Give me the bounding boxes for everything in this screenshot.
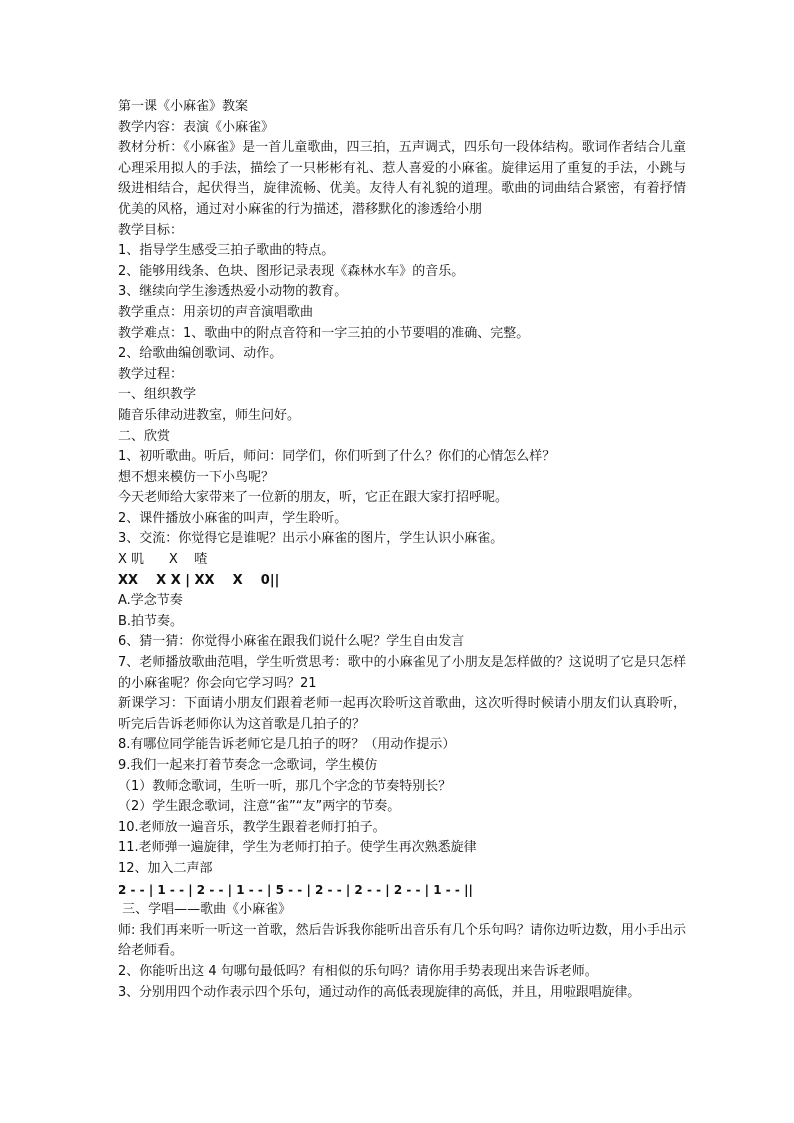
teaching-content: 教学内容：表演《小麻雀》 — [118, 119, 275, 135]
paragraph-line: 7、老师播放歌曲范唱，学生听赏思考：歌中的小麻雀见了小朋友是怎样做的？这说明了它是只怎样的小麻雀呢？你会向它学习吗？21 — [118, 655, 686, 691]
melody-notation-line: 2 - - | 1 - - | 2 - - | 1 - - | 5 - - | 2 - - | 2 - - | 2 - - | 1 - - || — [118, 882, 473, 897]
paragraph-line: 8.有哪位同学能告诉老师它是几拍子的呀？（用动作提示） — [118, 737, 456, 753]
paragraph-line: 新课学习：下面请小朋友们跟着老师一起再次聆听这首歌曲，这次听得时候请小朋友们认真聆听，听完后告诉老师你认为这首歌是几拍子的？ — [118, 696, 686, 732]
paragraph-line: 3、交流：你觉得它是谁呢？出示小麻雀的图片，学生认识小麻雀。 — [118, 531, 504, 547]
paragraph-line: B.拍节奏。 — [118, 613, 184, 629]
step-heading-appreciate: 二、欣赏 — [118, 428, 171, 444]
paragraph-line: 今天老师给大家带来了一位新的朋友，听，它正在跟大家打招呼呢。 — [118, 490, 509, 506]
rhythm-notation-line: XX X X | XX X 0|| — [118, 572, 280, 588]
paragraph-line: 3、分别用四个动作表示四个乐句，通过动作的高低表现旋律的高低，并且，用啦跟唱旋律。 — [118, 984, 641, 1000]
paragraph-line: （1）教师念歌词，生听一听，那几个字念的节奏特别长？ — [118, 778, 452, 794]
material-analysis-paragraph: 教材分析：《小麻雀》是一首儿童歌曲，四三拍，五声调式，四乐句一段体结构。歌词作者结合儿童心理采用拟人的手法，描绘了一只彬彬有礼、惹人喜爱的小麻雀。旋律运用了重复的手法，小跳与级进相结合，起伏得当，旋律流畅、优美。友待人有礼貌的道理。歌曲的词曲结合紧密，有着抒情优美的风格，通过对小麻雀的行为描述，潜移默化的渗透给小朋 — [118, 140, 686, 217]
paragraph-line: 12、加入二声部 — [118, 860, 213, 876]
paragraph-line: 师: 我们再来听一听这一首歌，然后告诉我你能听出音乐有几个乐句吗？请你边听边数，用小手出示给老师看。 — [118, 922, 686, 959]
goal-item-1: 1、指导学生感受三拍子歌曲的特点。 — [118, 243, 335, 259]
step-heading-learn: 三、学唱——歌曲《小麻雀》 — [118, 902, 292, 918]
paragraph-line: 10.老师放一遍音乐，教学生跟着老师打拍子。 — [118, 819, 386, 835]
paragraph-line: 11.老师弹一遍旋律，学生为老师打拍子。使学生再次熟悉旋律 — [118, 840, 477, 856]
paragraph-line: （2）学生跟念歌词，注意“雀”“友”两字的节奏。 — [118, 799, 401, 815]
rhythm-notation-line: X 叽 X 喳 — [118, 552, 208, 568]
paragraph-line: A.学念节奏 — [118, 593, 183, 609]
paragraph-line: 想不想来模仿一下小鸟呢？ — [118, 469, 275, 485]
paragraph-line: 2、你能听出这 4 句哪句最低吗？有相似的乐句吗？请你用手势表现出来告诉老师。 — [118, 963, 598, 979]
document-title: 第一课《小麻雀》教案 — [118, 99, 249, 114]
section-heading-goals: 教学目标： — [118, 222, 184, 238]
paragraph-line: 随音乐律动进教室，师生问好。 — [118, 407, 301, 423]
paragraph-line: 9.我们一起来打着节奏念一念歌词，学生模仿 — [118, 758, 378, 773]
goal-item-3: 3、继续向学生渗透热爱小动物的教育。 — [118, 284, 348, 300]
paragraph-line: 1、初听歌曲。听后，师问：同学们，你们听到了什么？你们的心情怎么样？ — [118, 449, 556, 465]
teaching-focus: 教学重点：用亲切的声音演唱歌曲 — [118, 304, 314, 320]
step-heading-organize: 一、组织教学 — [118, 387, 197, 403]
document-body — [118, 97, 686, 1003]
paragraph-line: 6、猜一猜：你觉得小麻雀在跟我们说什么呢？学生自由发言 — [118, 634, 465, 650]
goal-item-2: 2、能够用线条、色块、图形记录表现《森林水车》的音乐。 — [118, 263, 465, 279]
paragraph-line: 2、课件播放小麻雀的叫声，学生聆听。 — [118, 510, 348, 526]
teaching-difficulty-2: 2、给歌曲编创歌词、动作。 — [118, 346, 283, 362]
teaching-difficulty-1: 教学难点：1、歌曲中的附点音符和一字三拍的小节要唱的准确、完整。 — [118, 325, 530, 341]
section-heading-process: 教学过程： — [118, 366, 184, 382]
